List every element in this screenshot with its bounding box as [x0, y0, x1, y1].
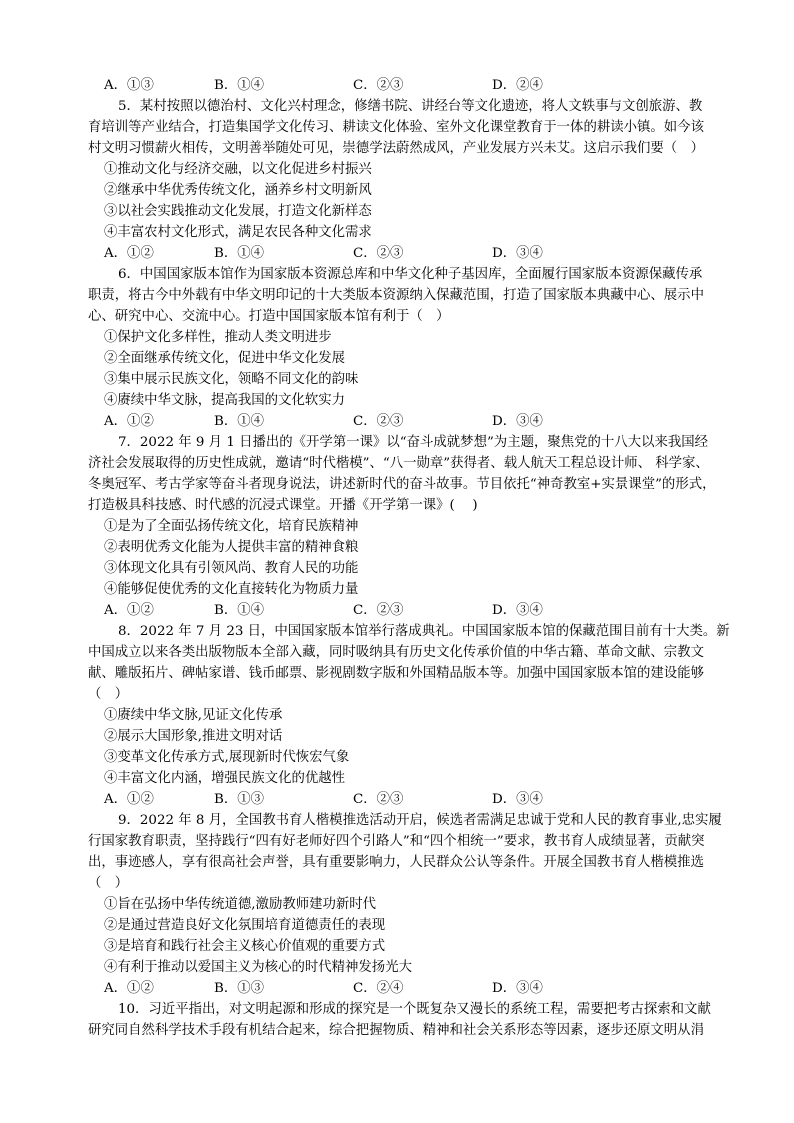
q6-option-b[interactable]: B．①④	[214, 414, 265, 429]
q4-options	[104, 77, 664, 97]
q7-option-b[interactable]: B．①④	[214, 603, 265, 618]
q8-option-a[interactable]: A．①②	[104, 792, 154, 807]
q8-option-d[interactable]: D．③④	[492, 792, 543, 807]
q8-stem-line: 献、雕版拓片、碑帖家谱、钱币邮票、影视剧数字版和外国精品版本等。加强中国国家版本馆的建设能够	[88, 666, 704, 681]
q9-stem-line: 出，事迹感人，享有很高社会声誉，具有重要影响力，人民群众公认等条件。开展全国教书育人楷模推选	[88, 855, 704, 870]
q8-statement-1: ①赓续中华文脉,见证文化传承	[104, 708, 283, 723]
q9-statement-3: ③是培育和践行社会主义核心价值观的重要方式	[104, 939, 386, 954]
q7-statement-4: ④能够促使优秀的文化直接转化为物质力量	[104, 582, 359, 597]
q10-stem-line: 研究同自然科学技术手段有机结合起来，综合把握物质、精神和社会关系形态等因素，逐步还原文明从涓	[88, 1023, 704, 1038]
q5-statement-4: ④丰富农村文化形式，满足农民各种文化需求	[104, 225, 372, 240]
q5-statement-1: ①推动文化与经济交融，以文化促进乡村振兴	[104, 162, 372, 177]
q5-stem-line: 5．某村按照以德治村、文化兴村理念，修缮书院、讲经台等文化遗迹，将人文轶事与文创旅游、教	[118, 99, 703, 114]
q5-statement-3: ③以社会实践推动文化发展，打造文化新样态	[104, 204, 372, 219]
q5-option-b[interactable]: B．①④	[214, 246, 265, 261]
q8-statement-3: ③变革文化传承方式,展现新时代恢宏气象	[104, 750, 350, 765]
q9-options	[104, 980, 664, 1000]
q9-statement-4: ④有利于推动以爱国主义为核心的时代精神发扬光大	[104, 960, 412, 975]
q7-options	[104, 602, 664, 622]
q7-option-a[interactable]: A．①②	[104, 603, 154, 618]
q8-statement-2: ②展示大国形象,推进文明对话	[104, 729, 283, 744]
q7-statement-2: ②表明优秀文化能为人提供丰富的精神食粮	[104, 540, 359, 555]
q8-statement-4: ④丰富文化内涵，增强民族文化的优越性	[104, 771, 346, 786]
q5-option-a[interactable]: A．①②	[104, 246, 154, 261]
q6-options	[104, 413, 664, 433]
q9-statement-2: ②是通过营造良好文化氛围培育道德责任的表现	[104, 918, 386, 933]
q5-options	[104, 245, 664, 265]
q8-options	[104, 791, 664, 811]
q4-option-d[interactable]: D．②④	[492, 78, 543, 93]
q5-stem-line: 育培训等产业结合，打造集国学文化传习、耕读文化体验、室外文化课堂教育于一体的耕读小镇。如今该	[88, 120, 704, 135]
q5-option-c[interactable]: C．②③	[353, 246, 404, 261]
q6-stem-line: 心、研究中心、交流中心。打造中国国家版本馆有利于（ ）	[88, 309, 450, 324]
q9-stem-line: 行国家教育职责，坚持践行“四有好老师好四个引路人”和“四个相统一”要求，教书育人成绩显著，贡献突	[88, 834, 705, 849]
q7-option-d[interactable]: D．③④	[492, 603, 543, 618]
q6-statement-1: ①保护文化多样性，推动人类文明进步	[104, 330, 332, 345]
q5-statement-2: ②继承中华优秀传统文化，涵养乡村文明新风	[104, 183, 372, 198]
q7-stem-line: 济社会发展取得的历史性成就，邀请“时代楷模”、“八一勋章”获得者、载人航天工程总设计师、 科学家、	[88, 456, 709, 471]
q8-stem-line: 8．2022 年 7 月 23 日，中国国家版本馆举行落成典礼。中国国家版本馆的保藏范围目前有十大类。新	[118, 624, 730, 639]
q8-stem-line: 中国成立以来各类出版物版本全部入藏，同时吸纳具有历史文化传承价值的中华古籍、革命文献、宗教文	[88, 645, 704, 660]
q9-option-a[interactable]: A．①②	[104, 981, 154, 996]
q8-option-c[interactable]: C．②③	[353, 792, 404, 807]
q8-stem-line: （ ）	[88, 687, 129, 702]
q6-stem-line: 6．中国国家版本馆作为国家版本资源总库和中华文化种子基因库，全面履行国家版本资源保藏传承	[118, 267, 703, 282]
q6-option-d[interactable]: D．③④	[492, 414, 543, 429]
q9-option-b[interactable]: B．①③	[214, 981, 265, 996]
q7-stem-line: 冬奥冠军、考古学家等奋斗者现身说法，讲述新时代的奋斗故事。节目依托“神奇教室+实景课堂”的形式，	[88, 477, 716, 492]
q7-stem-line: 7．2022 年 9 月 1 日播出的《开学第一课》以“奋斗成就梦想”为主题，聚焦党的十八大以来我国经	[118, 435, 709, 450]
q9-stem-line: （ ）	[88, 876, 129, 891]
q9-statement-1: ①旨在弘扬中华传统道德,激励教师建功新时代	[104, 897, 377, 912]
q6-option-c[interactable]: C．②③	[353, 414, 404, 429]
q10-stem-line: 10．习近平指出，对文明起源和形成的探究是一个既复杂又漫长的系统工程，需要把考古探索和文献	[118, 1002, 711, 1017]
q7-statement-3: ③体现文化具有引领风尚、教育人民的功能	[104, 561, 359, 576]
q6-statement-4: ④赓续中华文脉，提高我国的文化软实力	[104, 393, 346, 408]
q9-option-d[interactable]: D．③④	[492, 981, 543, 996]
q7-stem-line: 打造极具科技感、时代感的沉浸式课堂。开播《开学第一课》( )	[88, 498, 478, 513]
q6-stem-line: 职责，将古今中外载有中华文明印记的十大类版本资源纳入保藏范围，打造了国家版本典藏中心、展示中	[88, 288, 704, 303]
q4-option-a[interactable]: A．①③	[104, 78, 154, 93]
q6-option-a[interactable]: A．①②	[104, 414, 154, 429]
q6-statement-2: ②全面继承传统文化，促进中华文化发展	[104, 351, 346, 366]
q9-stem-line: 9．2022 年 8 月，全国教书育人楷模推选活动开启，候选者需满足忠诚于党和人民的教育事业,忠实履	[118, 813, 722, 828]
q7-statement-1: ①是为了全面弘扬传统文化，培育民族精神	[104, 519, 359, 534]
q5-option-d[interactable]: D．③④	[492, 246, 543, 261]
q5-stem-line: 村文明习惯薪火相传，文明善举随处可见，崇德学法蔚然成风，产业发展方兴未艾。这启示我们要（ ）	[88, 141, 704, 156]
q8-option-b[interactable]: B．①③	[214, 792, 265, 807]
q4-option-c[interactable]: C．②③	[353, 78, 404, 93]
q4-option-b[interactable]: B．①④	[214, 78, 265, 93]
q6-statement-3: ③集中展示民族文化，领略不同文化的韵味	[104, 372, 359, 387]
q9-option-c[interactable]: C．②④	[353, 981, 404, 996]
q7-option-c[interactable]: C．②③	[353, 603, 404, 618]
